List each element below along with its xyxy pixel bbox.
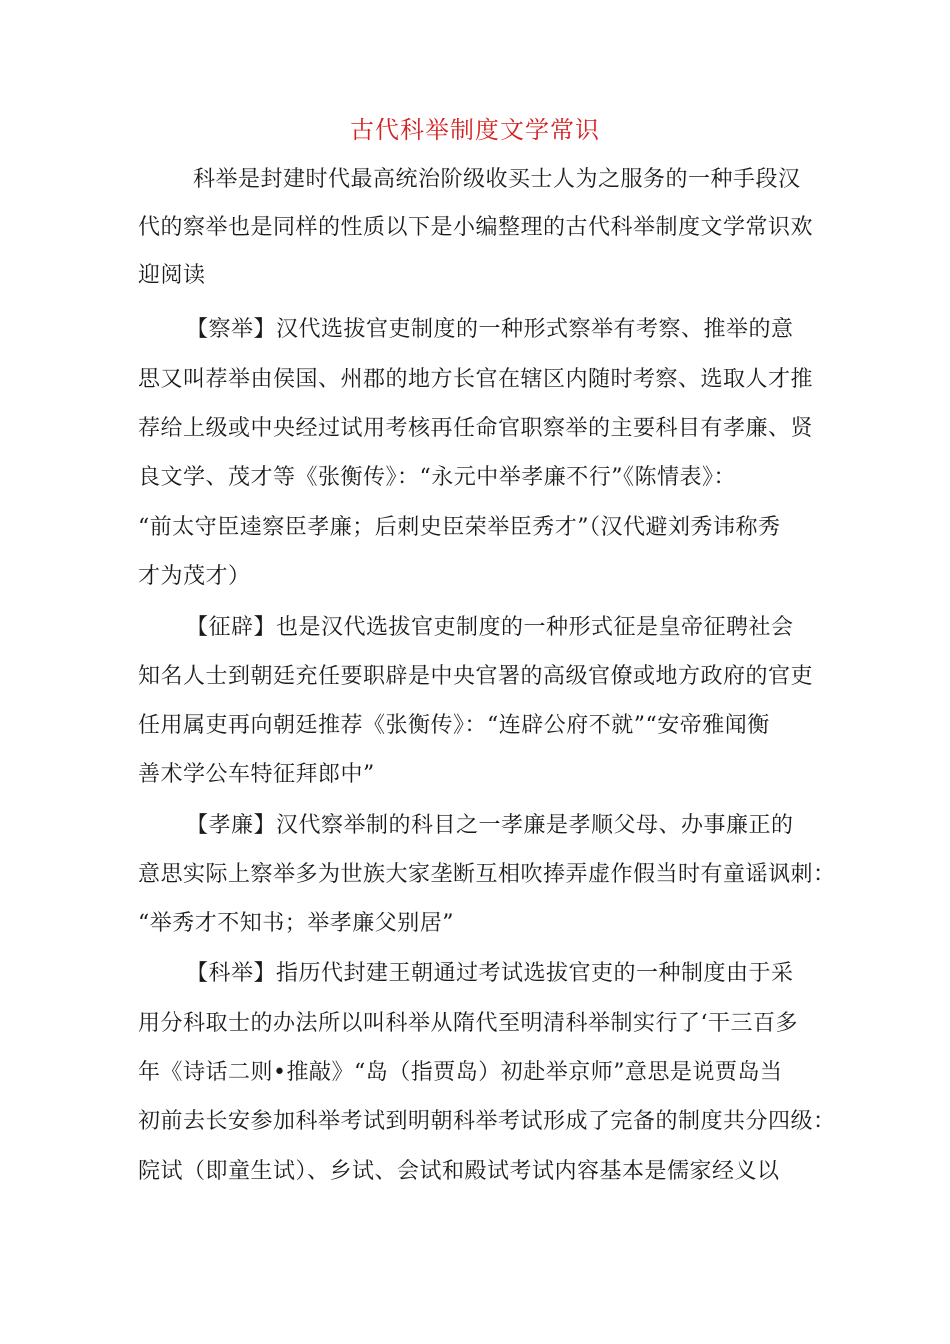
paragraph-line: 迎阅读 [138, 263, 206, 288]
paragraph-line: 用分科取士的办法所以叫科举从隋代至明清科举制实行了‘干三百多 [138, 1011, 798, 1036]
paragraph-line: 荐给上级或中央经过试用考核再任命官职察举的主要科目有孝廉、贤 [138, 416, 814, 441]
paragraph-line: 代的察举也是同样的性质以下是小编整理的古代科举制度文学常识欢 [138, 215, 814, 240]
paragraph-line: 思又叫荐举由侯国、州郡的地方长官在辖区内随时考察、选取人才推 [138, 367, 814, 392]
paragraph-line: 【孝廉】汉代察举制的科目之一孝廉是孝顺父母、办事廉正的 [186, 813, 794, 838]
paragraph-line: 院试（即童生试）、乡试、会试和殿试考试内容基本是儒家经义以 [138, 1159, 780, 1184]
paragraph-line: “举秀才不知书；举孝廉父别居” [138, 911, 454, 936]
paragraph-line: 知名人士到朝廷充任要职辟是中央官署的高级官僚或地方政府的官吏 [138, 664, 814, 689]
paragraph-line: 良文学、茂才等《张衡传》：“永元中举孝廉不行”《陈情表》： [138, 465, 736, 490]
paragraph-line: 年《诗话二则•推敲》“岛（指贾岛）初赴举京师”意思是说贾岛当 [138, 1060, 783, 1085]
document-title: 古代科举制度文学常识 [350, 116, 600, 144]
paragraph-line: 才为茂才） [138, 564, 251, 589]
paragraph-line: 科举是封建时代最高统治阶级收买士人为之服务的一种手段汉 [193, 167, 801, 192]
paragraph-line: 意思实际上察举多为世族大家垄断互相吹捧弄虚作假当时有童谣讽刺： [138, 862, 836, 887]
paragraph-line: 【科举】指历代封建王朝通过考试选拔官吏的一种制度由于采 [186, 961, 794, 986]
paragraph-line: 【征辟】也是汉代选拔官吏制度的一种形式征是皇帝征聘社会 [186, 615, 794, 640]
paragraph-line: 善术学公车特征拜郎中” [138, 762, 375, 787]
paragraph-line: 【察举】汉代选拔官吏制度的一种形式察举有考察、推举的意 [186, 317, 794, 342]
paragraph-line: 任用属吏再向朝廷推荐《张衡传》：“连辟公府不就”“安帝雅闻衡 [138, 713, 770, 738]
paragraph-line: “前太守臣逵察臣孝廉；后刺史臣荣举臣秀才”（汉代避刘秀讳称秀 [138, 515, 781, 540]
paragraph-line: 初前去长安参加科举考试到明朝科举考试形成了完备的制度共分四级： [138, 1109, 836, 1134]
